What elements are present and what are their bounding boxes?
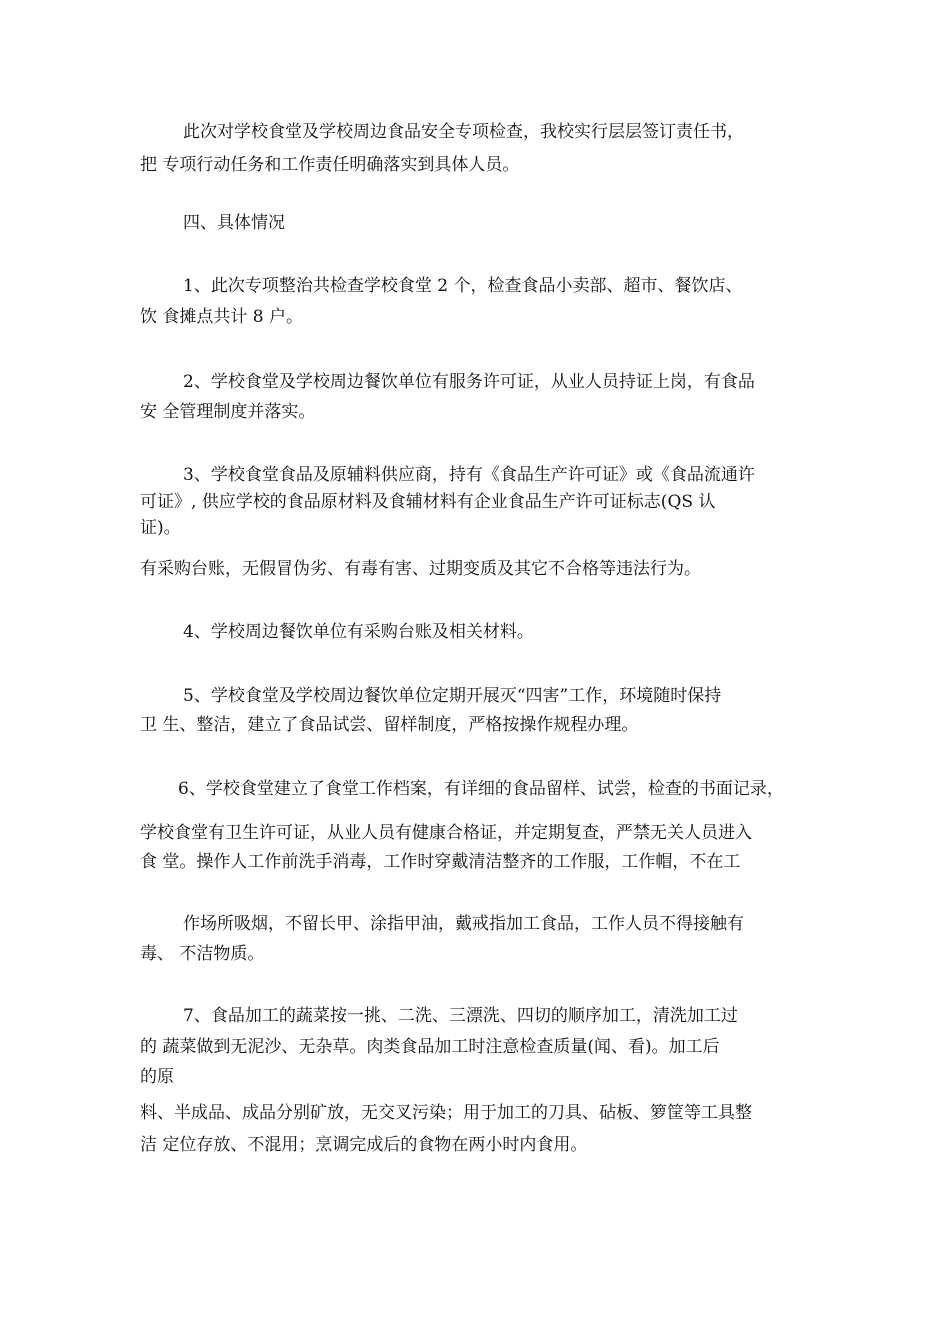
text-line: 卫 生、整洁，建立了食品试尝、留样制度，严格按操作规程办理。 (140, 715, 639, 735)
text-line: 1、此次专项整治共检查学校食堂 2 个，检查食品小卖部、超市、餐饮店、 (183, 276, 743, 296)
text-line: 洁 定位存放、不混用；烹调完成后的食物在两小时内食用。 (140, 1135, 588, 1155)
text-line: 的 蔬菜做到无泥沙、无杂草。肉类食品加工时注意检查质量(闻、看)。加工后 (140, 1037, 720, 1057)
section-heading: 四、具体情况 (183, 213, 285, 233)
text-line: 作场所吸烟，不留长甲、涂指甲油，戴戒指加工食品，工作人员不得接触有 (183, 914, 744, 934)
text-line: 安 全管理制度并落实。 (140, 402, 316, 422)
text-line: 学校食堂有卫生许可证，从业人员有健康合格证，并定期复查，严禁无关人员进入 (140, 823, 752, 843)
text-line: 料、半成品、成品分别矿放，无交叉污染；用于加工的刀具、砧板、箩筐等工具整 (140, 1103, 752, 1123)
text-line: 可证》, 供应学校的食品原材料及食辅材料有企业食品生产许可证标志(QS 认 (140, 492, 716, 512)
text-line: 饮 食摊点共计 8 户。 (140, 307, 304, 327)
text-line: 5、学校食堂及学校周边餐饮单位定期开展灭“四害”工作，环境随时保持 (183, 686, 722, 706)
text-line: 证)。 (140, 518, 181, 538)
text-line: 4、学校周边餐饮单位有采购台账及相关材料。 (183, 622, 534, 642)
text-line: 7、食品加工的蔬菜按一挑、二洗、三漂洗、四切的顺序加工，清洗加工过 (183, 1006, 738, 1026)
text-line: 毒、 不洁物质。 (140, 944, 265, 964)
text-line: 把 专项行动任务和工作责任明确落实到具体人员。 (140, 155, 520, 175)
text-line: 此次对学校食堂及学校周边食品安全专项检查，我校实行层层签订责任书， (183, 122, 744, 142)
text-line: 2、学校食堂及学校周边餐饮单位有服务许可证，从业人员持证上岗，有食品 (183, 372, 755, 392)
text-line: 有采购台账，无假冒伪劣、有毒有害、过期变质及其它不合格等违法行为。 (140, 559, 701, 579)
text-line: 的原 (140, 1067, 174, 1087)
text-line: 食 堂。操作人工作前洗手消毒，工作时穿戴清洁整齐的工作服，工作帽，不在工 (140, 852, 741, 872)
text-line: 6、学校食堂建立了食堂工作档案，有详细的食品留样、试尝，检查的书面记录， (178, 779, 784, 799)
text-line: 3、学校食堂食品及原辅料供应商，持有《食品生产许可证》或《食品流通许 (183, 465, 755, 485)
